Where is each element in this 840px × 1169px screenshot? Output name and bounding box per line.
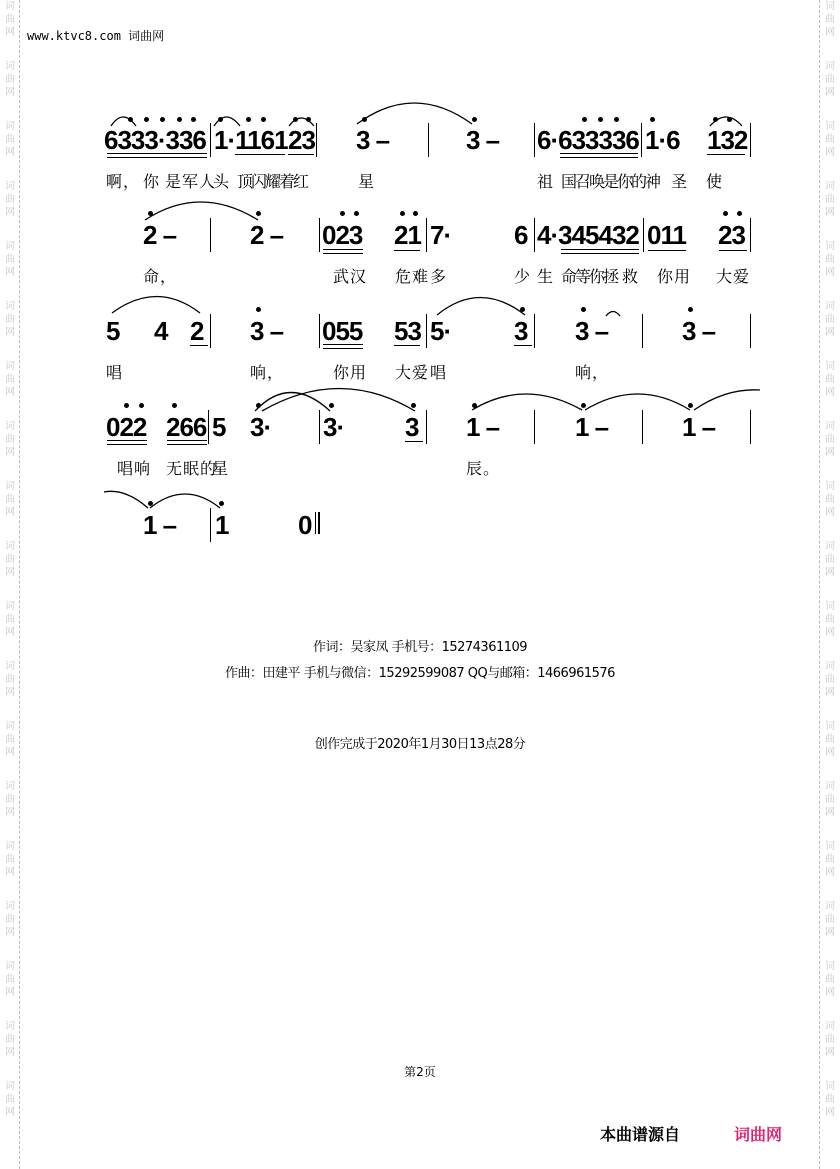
beam	[107, 153, 207, 158]
watermark-glyph: 网	[825, 867, 835, 878]
watermark-glyph: 曲	[5, 194, 15, 205]
watermark-glyph: 网	[5, 987, 15, 998]
final-barline-thin	[315, 512, 316, 534]
note-group: 3 –	[356, 125, 390, 155]
lyric: 大爱	[716, 267, 751, 286]
lyric: 圣	[671, 172, 689, 191]
note-group: 0	[298, 510, 312, 540]
watermark-glyph: 网	[825, 327, 835, 338]
note-group: 1·6	[645, 125, 680, 155]
beam	[394, 250, 420, 251]
watermark-glyph: 曲	[825, 614, 835, 625]
barline	[210, 314, 211, 348]
octave-dot	[172, 403, 177, 408]
octave-dot	[246, 117, 251, 122]
note-group: 3	[405, 412, 419, 442]
watermark-glyph: 词	[825, 421, 835, 432]
watermark-glyph: 网	[825, 387, 835, 398]
beam	[167, 440, 207, 445]
watermark-glyph: 网	[5, 27, 15, 38]
beam	[190, 345, 208, 346]
watermark-glyph: 词	[825, 541, 835, 552]
barline	[210, 218, 211, 252]
watermark-glyph: 词	[825, 841, 835, 852]
watermark-glyph: 曲	[5, 134, 15, 145]
watermark-glyph: 网	[825, 27, 835, 38]
lyric: 你	[143, 172, 161, 191]
note-group: 1 –	[682, 412, 716, 442]
watermark-glyph: 网	[5, 387, 15, 398]
watermark-glyph: 曲	[5, 494, 15, 505]
note-group: 23	[718, 220, 745, 250]
lyric: 啊，	[106, 172, 141, 191]
note-group: 266	[166, 412, 207, 442]
note-group: 1 –	[143, 510, 177, 540]
barline	[319, 410, 320, 444]
tie-arc	[357, 103, 472, 124]
watermark-glyph: 词	[825, 721, 835, 732]
lyric: 无眠的	[166, 459, 218, 478]
note-group: 4·345432	[537, 220, 639, 250]
beam	[323, 344, 363, 349]
watermark-glyph: 词	[825, 61, 835, 72]
note-group: 1 –	[575, 412, 609, 442]
watermark-glyph: 曲	[825, 734, 835, 745]
octave-dot	[413, 211, 418, 216]
watermark-glyph: 词	[825, 241, 835, 252]
source-label: 本曲谱源自	[600, 1125, 681, 1144]
watermark-glyph: 词	[5, 301, 15, 312]
watermark-glyph: 曲	[825, 974, 835, 985]
composer-credit: 作曲：田建平 手机与微信：15292599087 QQ与邮箱：1466961576	[225, 666, 615, 681]
watermark-glyph: 网	[825, 447, 835, 458]
octave-dot	[329, 403, 334, 408]
octave-dot	[520, 307, 525, 312]
watermark-glyph: 曲	[5, 314, 15, 325]
site-name: 词曲网	[128, 29, 165, 43]
watermark-glyph: 词	[825, 301, 835, 312]
octave-dot	[472, 117, 477, 122]
lyric: 祖	[537, 172, 555, 191]
watermark-glyph: 词	[5, 181, 15, 192]
note-group: 2 –	[250, 220, 284, 250]
lyric: 唱响	[117, 459, 152, 478]
lyric: 响，	[250, 363, 285, 382]
octave-dot	[582, 117, 587, 122]
watermark-glyph: 网	[825, 627, 835, 638]
beam	[288, 154, 314, 155]
watermark-glyph: 网	[825, 687, 835, 698]
octave-dot	[688, 307, 693, 312]
note-group: 2	[190, 316, 204, 346]
watermark-glyph: 词	[5, 121, 15, 132]
lyric: 唱	[430, 363, 448, 382]
watermark-glyph: 网	[5, 627, 15, 638]
note-group: 6	[514, 220, 528, 250]
watermark-glyph: 词	[5, 541, 15, 552]
watermark-glyph: 词	[825, 781, 835, 792]
note-group: 3	[514, 316, 528, 346]
octave-dot	[713, 117, 718, 122]
watermark-glyph: 词	[5, 781, 15, 792]
watermark-glyph: 网	[825, 207, 835, 218]
watermark-glyph: 词	[5, 1081, 15, 1092]
barline	[319, 218, 320, 252]
barline	[426, 314, 427, 348]
watermark-glyph: 网	[825, 147, 835, 158]
watermark-glyph: 词	[825, 601, 835, 612]
watermark-glyph: 曲	[5, 794, 15, 805]
watermark-glyph: 网	[825, 1047, 835, 1058]
note-group: 3 –	[250, 316, 284, 346]
beam	[707, 154, 745, 155]
watermark-glyph: 网	[5, 207, 15, 218]
watermark-glyph: 曲	[825, 74, 835, 85]
barline	[426, 218, 427, 252]
lyric: 响，	[575, 363, 610, 382]
watermark-glyph: 曲	[5, 434, 15, 445]
completion-date: 创作完成于2020年1月30日13点28分	[314, 737, 526, 752]
tie-arc	[585, 394, 690, 410]
watermark-glyph: 网	[5, 927, 15, 938]
octave-dot	[362, 117, 367, 122]
watermark-glyph: 词	[825, 1021, 835, 1032]
watermark-glyph: 曲	[825, 434, 835, 445]
watermark-glyph: 网	[825, 507, 835, 518]
beam	[235, 154, 285, 155]
watermark-glyph: 曲	[825, 314, 835, 325]
tie-arc	[472, 394, 582, 410]
barline	[642, 410, 643, 444]
barline	[750, 123, 751, 157]
barline	[426, 410, 427, 444]
note-group: 1 –	[466, 412, 500, 442]
watermark-glyph: 网	[825, 87, 835, 98]
octave-dot	[581, 307, 586, 312]
octave-dot	[148, 211, 153, 216]
lyric: 星	[212, 459, 230, 478]
slur-arc	[112, 297, 200, 314]
octave-dot	[650, 117, 655, 122]
lyric: 头	[213, 172, 231, 191]
watermark-glyph: 词	[825, 121, 835, 132]
watermark-glyph: 曲	[825, 374, 835, 385]
page-number: 第2页	[404, 1065, 436, 1079]
watermark-glyph: 曲	[825, 914, 835, 925]
note-group: 6·633336	[537, 125, 639, 155]
lyric: 使	[706, 172, 724, 191]
watermark-glyph: 曲	[5, 614, 15, 625]
barline	[750, 314, 751, 348]
note-group: 5	[212, 412, 226, 442]
watermark-glyph: 网	[5, 447, 15, 458]
barline	[319, 314, 320, 348]
watermark-glyph: 曲	[5, 14, 15, 25]
octave-dot	[581, 403, 586, 408]
lyric: 唱	[106, 363, 124, 382]
watermark-glyph: 曲	[5, 734, 15, 745]
beam	[648, 250, 686, 251]
barline	[210, 123, 211, 157]
beam	[719, 250, 747, 251]
octave-dot	[148, 501, 153, 506]
final-barline-thick	[318, 512, 320, 534]
watermark-glyph: 网	[825, 987, 835, 998]
watermark-glyph: 词	[5, 841, 15, 852]
source-brand-link[interactable]: 词曲网	[734, 1125, 783, 1144]
watermark-glyph: 词	[5, 1, 15, 12]
watermark-glyph: 网	[825, 567, 835, 578]
watermark-glyph: 曲	[5, 554, 15, 565]
beam	[107, 440, 147, 445]
note-group: 21	[394, 220, 421, 250]
watermark-glyph: 曲	[5, 374, 15, 385]
beam	[514, 345, 532, 346]
octave-dot	[160, 117, 165, 122]
watermark-glyph: 词	[825, 1081, 835, 1092]
watermark-glyph: 词	[825, 901, 835, 912]
barline	[641, 123, 642, 157]
note-group: 023	[322, 220, 363, 250]
watermark-glyph: 曲	[5, 1034, 15, 1045]
watermark-glyph: 词	[5, 481, 15, 492]
note-group: 23	[288, 125, 315, 155]
watermark-glyph: 词	[825, 661, 835, 672]
watermark-glyph: 词	[5, 361, 15, 372]
note-group: 011	[647, 220, 686, 250]
note-group: 132	[707, 125, 748, 155]
watermark-glyph: 曲	[5, 1094, 15, 1105]
octave-dot	[723, 211, 728, 216]
octave-dot	[144, 117, 149, 122]
watermark-glyph: 词	[5, 241, 15, 252]
lyric: 大爱	[395, 363, 430, 382]
watermark-glyph: 曲	[825, 134, 835, 145]
watermark-glyph: 词	[5, 421, 15, 432]
octave-dot	[139, 403, 144, 408]
octave-dot	[472, 403, 477, 408]
barline	[428, 123, 429, 157]
barline	[534, 218, 535, 252]
octave-dot	[400, 211, 405, 216]
octave-dot	[256, 403, 261, 408]
watermark-glyph: 词	[5, 1021, 15, 1032]
watermark-glyph: 词	[5, 601, 15, 612]
lyric: 神	[645, 172, 663, 191]
octave-dot	[219, 501, 224, 506]
site-url[interactable]: www.ktvc8.com	[27, 29, 121, 43]
watermark-glyph: 网	[5, 87, 15, 98]
watermark-glyph: 词	[825, 361, 835, 372]
beam	[405, 441, 423, 442]
octave-dot	[688, 403, 693, 408]
watermark-glyph: 曲	[825, 14, 835, 25]
watermark-glyph: 曲	[5, 254, 15, 265]
lyric: 辰。	[466, 459, 501, 478]
lyric: 救	[622, 267, 640, 286]
watermark-glyph: 网	[5, 507, 15, 518]
watermark-glyph: 词	[825, 961, 835, 972]
octave-dot	[614, 117, 619, 122]
watermark-glyph: 网	[5, 327, 15, 338]
watermark-glyph: 曲	[5, 74, 15, 85]
barline	[208, 410, 209, 444]
source-note	[600, 1122, 782, 1145]
octave-dot	[411, 403, 416, 408]
note-group: 1	[215, 510, 229, 540]
octave-dot	[293, 117, 298, 122]
watermark-glyph: 曲	[825, 1094, 835, 1105]
octave-dot	[218, 117, 223, 122]
octave-dot	[128, 117, 133, 122]
octave-dot	[340, 211, 345, 216]
watermark-glyph: 网	[5, 867, 15, 878]
watermark-glyph: 网	[825, 807, 835, 818]
tie-arc	[437, 298, 525, 316]
lyric: 国召唤是你的	[561, 172, 646, 191]
tie-arc	[150, 494, 220, 508]
note-group: 3·	[323, 412, 345, 442]
lyric: 你用	[657, 267, 692, 286]
lyric: 武汉	[333, 267, 368, 286]
watermark-glyph: 曲	[825, 1034, 835, 1045]
watermark-glyph: 网	[5, 147, 15, 158]
octave-dot	[124, 403, 129, 408]
barline	[534, 314, 535, 348]
lyric: 顶闪耀着红	[237, 172, 308, 191]
tie-arc	[262, 389, 415, 412]
lyric: 是军人	[165, 172, 217, 191]
lyric: 多	[430, 267, 448, 286]
watermark-glyph: 曲	[825, 494, 835, 505]
watermark-glyph: 网	[5, 1107, 15, 1118]
octave-dot	[191, 117, 196, 122]
watermark-glyph: 词	[825, 1, 835, 12]
barline	[750, 218, 751, 252]
beam	[394, 345, 420, 346]
lyric: 命，	[143, 267, 178, 286]
octave-dot	[737, 211, 742, 216]
note-group: 3 –	[682, 316, 716, 346]
note-group: 5	[106, 316, 120, 346]
note-group: 055	[322, 316, 363, 346]
note-group: 3 –	[466, 125, 500, 155]
note-group: 2 –	[143, 220, 177, 250]
barline	[316, 123, 317, 157]
note-group: 1·1161	[214, 125, 288, 155]
watermark-glyph: 词	[825, 181, 835, 192]
watermark-glyph: 网	[5, 747, 15, 758]
watermark-glyph: 曲	[5, 674, 15, 685]
lyric: 少	[514, 267, 532, 286]
barline	[210, 508, 211, 542]
watermark-glyph: 网	[825, 267, 835, 278]
watermark-glyph: 网	[825, 1107, 835, 1118]
watermark-glyph: 词	[5, 721, 15, 732]
note-group: 6333·336	[104, 125, 206, 155]
barline	[534, 410, 535, 444]
watermark-glyph: 曲	[825, 254, 835, 265]
beam	[561, 249, 639, 254]
lyric: 你用	[333, 363, 368, 382]
octave-dot	[354, 211, 359, 216]
octave-dot	[261, 117, 266, 122]
watermark-glyph: 曲	[825, 794, 835, 805]
watermark-glyph: 词	[5, 961, 15, 972]
octave-dot	[727, 117, 732, 122]
watermark-glyph: 网	[5, 1047, 15, 1058]
octave-dot	[177, 117, 182, 122]
octave-dot	[306, 117, 311, 122]
watermark-glyph: 网	[5, 807, 15, 818]
watermark-glyph: 曲	[5, 854, 15, 865]
lyricist-credit: 作词：吴家凤 手机号：15274361109	[312, 640, 528, 655]
note-group: 7·	[430, 220, 452, 250]
watermark-glyph: 曲	[825, 674, 835, 685]
watermark-glyph: 词	[825, 481, 835, 492]
octave-dot	[598, 117, 603, 122]
lyric: 星	[358, 172, 376, 191]
watermark-glyph: 词	[5, 661, 15, 672]
lyric: 危难	[395, 267, 430, 286]
tie-arc	[694, 390, 760, 410]
octave-dot	[256, 307, 261, 312]
barline	[642, 314, 643, 348]
watermark-glyph: 网	[5, 267, 15, 278]
barline	[643, 218, 644, 252]
watermark-glyph: 网	[5, 567, 15, 578]
watermark-glyph: 网	[825, 927, 835, 938]
watermark-glyph: 曲	[825, 194, 835, 205]
octave-dot	[256, 211, 261, 216]
watermark-glyph: 词	[5, 61, 15, 72]
watermark-glyph: 曲	[825, 554, 835, 565]
beam	[560, 153, 638, 158]
tie-arc	[104, 491, 148, 508]
watermark-glyph: 网	[825, 747, 835, 758]
beam	[323, 249, 363, 254]
note-group: 53	[394, 316, 421, 346]
note-group: 022	[106, 412, 147, 442]
watermark-glyph: 词	[5, 901, 15, 912]
note-group: 4	[154, 316, 168, 346]
note-group: 5·	[430, 316, 452, 346]
watermark-glyph: 曲	[5, 914, 15, 925]
watermark-glyph: 网	[5, 687, 15, 698]
watermark-glyph: 曲	[825, 854, 835, 865]
lyric: 命等你拯	[561, 267, 618, 286]
tie-arc	[145, 202, 258, 220]
note-group: 3·	[250, 412, 272, 442]
watermark-glyph: 曲	[5, 974, 15, 985]
lyric: 生	[537, 267, 555, 286]
barline	[750, 410, 751, 444]
barline	[534, 123, 535, 157]
note-group: 3 –	[575, 316, 609, 346]
